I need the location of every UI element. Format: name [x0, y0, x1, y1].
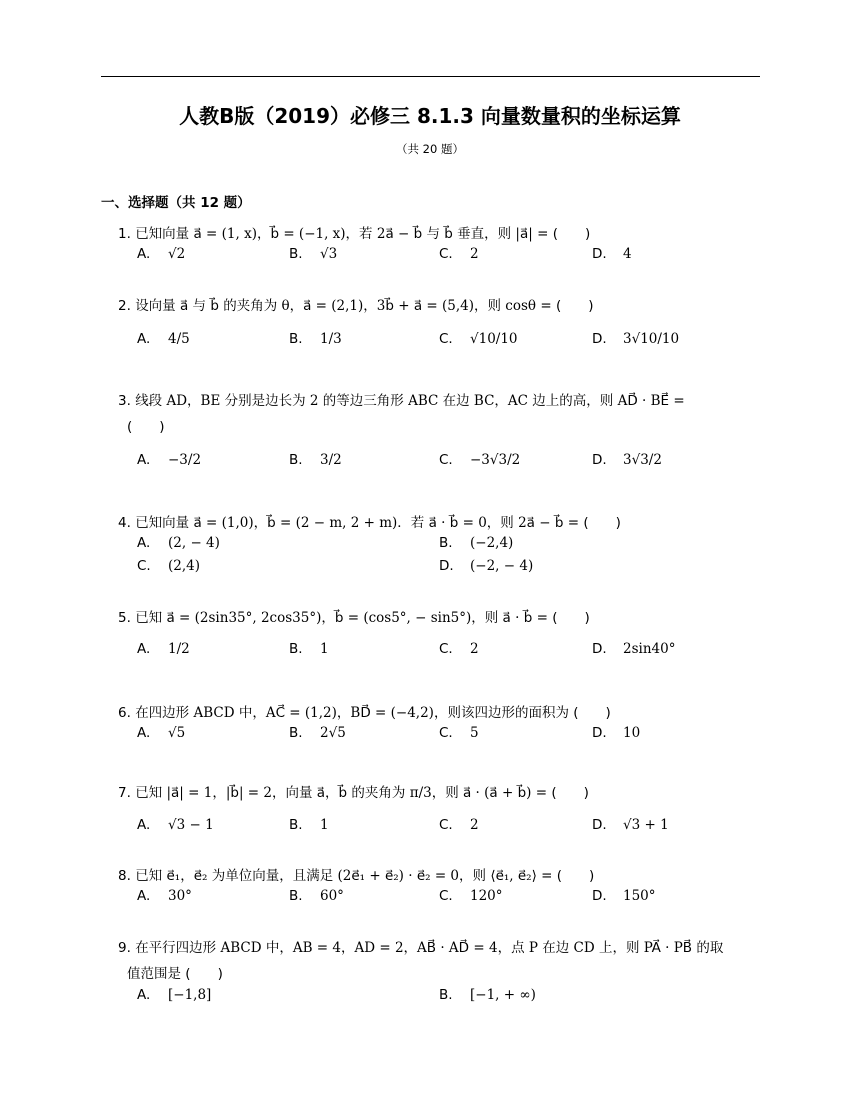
option-d: D. 4 [592, 246, 632, 262]
answer-paren: ( ) [583, 515, 621, 531]
question-count: （共 20 题） [396, 142, 464, 156]
question-stem: 线段 AD，BE 分别是边长为 2 的等边三角形 ABC 在边 BC，AC 边上的高，则 AD⃗ · BE⃗ = [135, 393, 685, 409]
page-title: 人教B版（2019）必修三 8.1.3 向量数量积的坐标运算 [179, 104, 681, 128]
option-b: B. 2√5 [289, 725, 346, 741]
option-b: B. 1 [289, 641, 329, 657]
option-d: D. 10 [592, 725, 641, 741]
option-d: D. 150° [592, 888, 656, 904]
question-number: 3. [118, 393, 131, 409]
question-stem: 已知 e⃗₁，e⃗₂ 为单位向量，且满足 (2e⃗₁ + e⃗₂) · e⃗₂ = 0，则 ⟨e⃗₁, e⃗₂⟩ = [135, 868, 553, 884]
question-number: 1. [118, 226, 131, 242]
question-8 [118, 864, 594, 884]
answer-paren: ( ) [556, 868, 595, 884]
question-stem-continued: 值范围是 [127, 966, 181, 982]
question-9-continued [127, 962, 223, 982]
question-stem: 设向量 a⃗ 与 b⃗ 的夹角为 θ，a⃗ = (2,1)，3b⃗ + a⃗ = (5,4)，则 cosθ = [135, 298, 552, 314]
option-b: B. 60° [289, 888, 344, 904]
question-number: 8. [118, 868, 131, 884]
option-a: A. −3/2 [137, 452, 202, 468]
question-1 [118, 222, 590, 242]
option-a: A. 1/2 [137, 641, 190, 657]
question-number: 7. [118, 785, 131, 801]
option-c: C. 2 [439, 817, 479, 833]
answer-paren: ( ) [555, 298, 594, 314]
question-3 [118, 389, 685, 409]
option-d: D. √3 + 1 [592, 817, 669, 833]
option-a: A. 4/5 [137, 331, 190, 347]
question-number: 6. [118, 705, 131, 721]
question-3-continued [127, 415, 165, 435]
option-d: D. 2sin40° [592, 641, 676, 657]
option-c: C. 2 [439, 641, 479, 657]
question-stem: 在平行四边形 ABCD 中，AB = 4，AD = 2，AB⃗ · AD⃗ = 4，点 P 在边 CD 上，则 PA⃗ · PB⃗ 的取 [135, 940, 724, 956]
question-9 [118, 936, 723, 956]
option-c: C. 2 [439, 246, 479, 262]
answer-paren: ( ) [573, 705, 611, 721]
section-heading: 一、选择题（共 12 题） [101, 195, 251, 211]
option-c: C. √10/10 [439, 331, 518, 347]
option-c: C. 5 [439, 725, 479, 741]
question-6 [118, 701, 611, 721]
option-c: C. −3√3/2 [439, 452, 521, 468]
option-a: A. [−1,8] [137, 987, 212, 1003]
option-a: A. √5 [137, 725, 186, 741]
option-a: A. 30° [137, 888, 192, 904]
option-b: B. [−1, + ∞) [439, 987, 536, 1003]
option-b: B. (−2,4) [439, 535, 514, 551]
option-d: D. 3√10/10 [592, 331, 680, 347]
question-number: 2. [118, 298, 131, 314]
option-b: B. √3 [289, 246, 338, 262]
answer-paren: ( ) [185, 966, 223, 982]
answer-paren: ( ) [551, 785, 589, 801]
question-5 [118, 606, 590, 626]
question-stem: 已知向量 a⃗ = (1,0)，b⃗ = (2 − m, 2 + m)．若 a⃗ · b⃗ = 0，则 2a⃗ − b⃗ = [135, 515, 580, 531]
answer-paren: ( ) [127, 419, 165, 435]
option-a: A. √2 [137, 246, 186, 262]
option-d: D. (−2, − 4) [439, 558, 534, 574]
question-number: 4. [118, 515, 131, 531]
question-2 [118, 294, 594, 314]
question-stem: 已知向量 a⃗ = (1, x)，b⃗ = (−1, x)，若 2a⃗ − b⃗ 与 b⃗ 垂直，则 |a⃗| = [135, 226, 549, 242]
question-4 [118, 511, 621, 531]
question-number: 5. [118, 610, 131, 626]
question-stem: 已知 a⃗ = (2sin35°, 2cos35°)，b⃗ = (cos5°, − sin5°)，则 a⃗ · b⃗ = [135, 610, 548, 626]
answer-paren: ( ) [552, 226, 591, 242]
option-c: C. (2,4) [137, 558, 201, 574]
option-c: C. 120° [439, 888, 503, 904]
option-d: D. 3√3/2 [592, 452, 662, 468]
option-b: B. 3/2 [289, 452, 342, 468]
header-rule [101, 76, 760, 77]
question-7 [118, 781, 589, 801]
option-a: A. (2, − 4) [137, 535, 220, 551]
question-number: 9. [118, 940, 131, 956]
option-b: B. 1/3 [289, 331, 342, 347]
option-b: B. 1 [289, 817, 329, 833]
question-stem: 已知 |a⃗| = 1，|b⃗| = 2，向量 a⃗，b⃗ 的夹角为 π/3，则 a⃗ · (a⃗ + b⃗) = [135, 785, 548, 801]
question-stem: 在四边形 ABCD 中，AC⃗ = (1,2)，BD⃗ = (−4,2)，则该四边形的面积为 [135, 705, 569, 721]
answer-paren: ( ) [552, 610, 590, 626]
option-a: A. √3 − 1 [137, 817, 214, 833]
